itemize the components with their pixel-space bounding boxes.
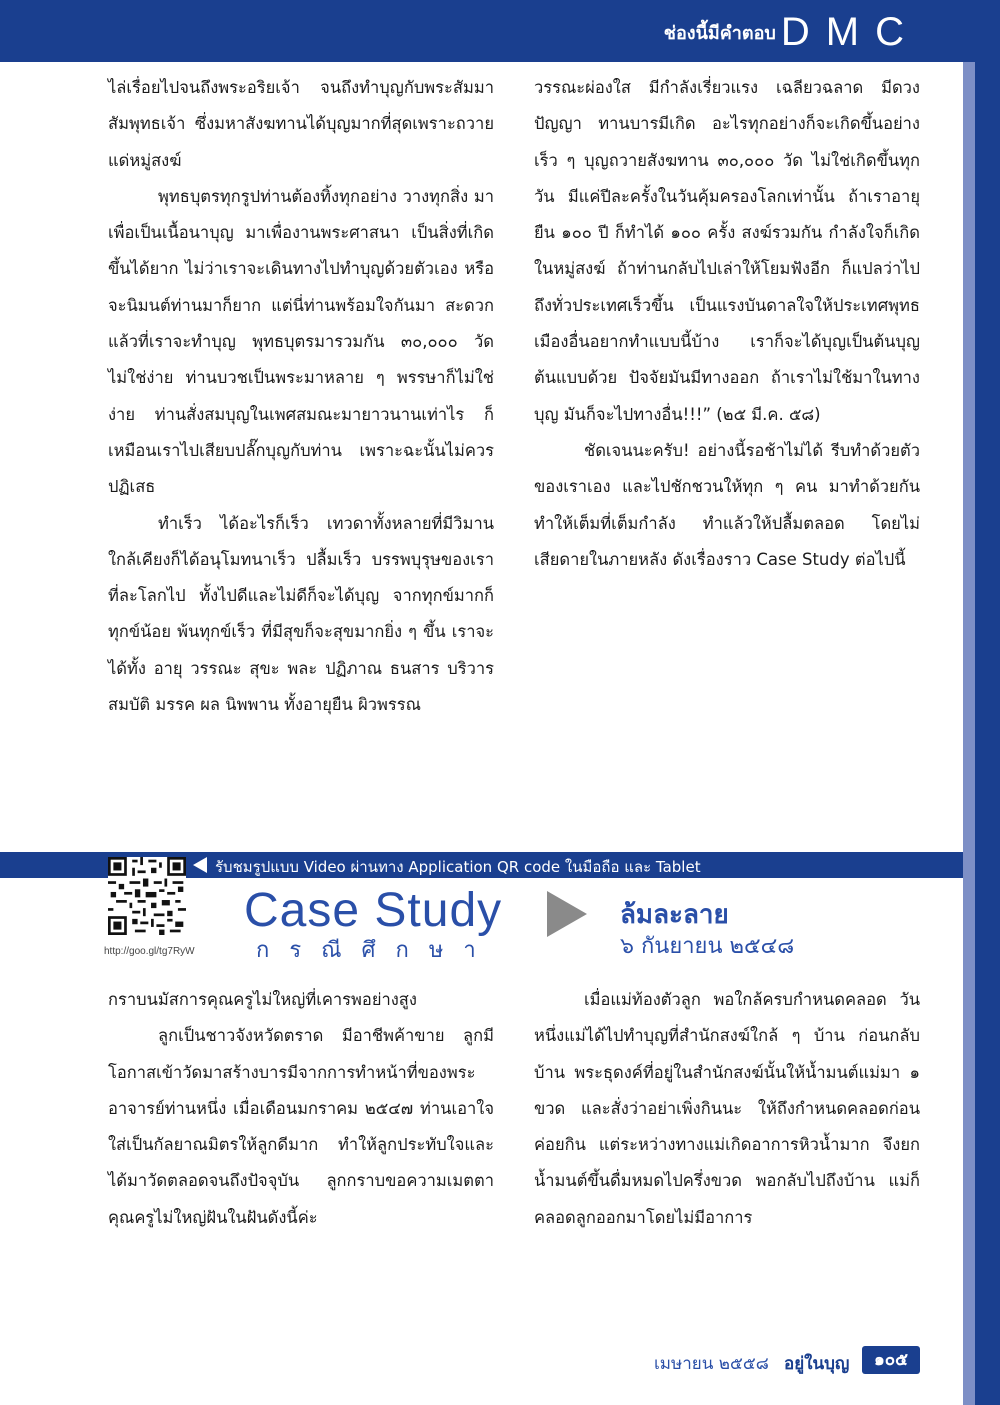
story-date: ๖ กันยายน ๒๕๔๘ <box>620 934 795 959</box>
article-column-bottom-left <box>108 982 494 1236</box>
story-title: ล้มละลาย <box>620 900 729 930</box>
paragraph: กราบนมัสการคุณครูไม่ใหญ่ที่เคารพอย่างสูง <box>108 990 417 1009</box>
paragraph: ไล่เรื่อยไปจนถึงพระอริยเจ้า จนถึงทำบุญกับพระสัมมาสัมพุทธเจ้า ซึ่งมหาสังฆทานได้บุญมากที่สุดเพราะถวายแด่หมู่สงฆ์ <box>108 78 494 170</box>
article-column-bottom-right <box>534 982 920 1236</box>
paragraph: วรรณะผ่องใส มีกำลังเรี่ยวแรง เฉลียวฉลาด มีดวงปัญญา ทานบารมีเกิด อะไรทุกอย่างก็จะเกิดขึ้นอย่างเร็ว ๆ บุญถวายสังฆทาน ๓๐,๐๐๐ วัด ไม่ใช่เกิดขึ้นทุกวัน มีแค่ปีละครั้งในวันคุ้มครองโลกเท่านั้น ถ้าเราอายุยืน ๑๐๐ ปี ก็ทำได้ ๑๐๐ ครั้ง สงฆ์รวมกัน กำลังใจก็เกิดในหมู่สงฆ์ ถ้าท่านกลับไปเล่าให้โยมฟังอีก ก็แปลว่าไปถึงทั่วประเทศเร็วขึ้น เป็นแรงบันดาลใจให้ประเทศพุทธเมืองอื่นอยากทำแบบนี้บ้าง เราก็จะได้บุญเป็นต้นบุญต้นแบบด้วย ปัจจัยมันมีทางออก ถ้าเราไม่ใช้มาในทางบุญ มันก็จะไปทางอื่น!!!” (๒๕ มี.ค. ๕๘) <box>534 78 920 424</box>
paragraph: พุทธบุตรทุกรูปท่านต้องทิ้งทุกอย่าง วางทุกสิ่ง มาเพื่อเป็นเนื้อนาบุญ มาเพื่องานพระศาสนา เป็นสิ่งที่เกิดขึ้นได้ยาก ไม่ว่าเราจะเดินทางไปทำบุญด้วยตัวเอง หรือจะนิมนต์ท่านมาก็ยาก แต่นี่ท่านพร้อมใจกันมา สะดวกแล้วที่เราจะทำบุญ พุทธบุตรมารวมกัน ๓๐,๐๐๐ วัด ไม่ใช่ง่าย ท่านบวชเป็นพระมาหลาย ๆ พรรษาก็ไม่ใช่ง่าย ท่านสั่งสมบุญในเพศสมณะมายาวนานเท่าไร ก็เหมือนเราไปเสียบปลั๊กบุญกับท่าน เพราะฉะนั้นไม่ควรปฏิเสธ <box>108 186 494 497</box>
paragraph: เมื่อแม่ท้องตัวลูก พอใกล้ครบกำหนดคลอด วันหนึ่งแม่ได้ไปทำบุญที่สำนักสงฆ์ใกล้ ๆ บ้าน ก่อนกลับบ้าน พระธุดงค์ที่อยู่ในสำนักสงฆ์นั้นให้น้ำมนต์แม่มา ๑ ขวด และสั่งว่าอย่าเพิ่งกินนะ ให้ถึงกำหนดคลอดก่อนค่อยกิน แต่ระหว่างทางแม่เกิดอาการหิวน้ำมาก จึงยกน้ำมนต์ขึ้นดื่มหมดไปครึ่งขวด พอกลับไปถึงบ้าน แม่ก็คลอดลูกออกมาโดยไม่มีอาการ <box>534 990 920 1227</box>
qr-url[interactable]: http://goo.gl/tg7RyW <box>104 946 195 957</box>
paragraph: ลูกเป็นชาวจังหวัดตราด มีอาชีพค้าขาย ลูกมีโอกาสเข้าวัดมาสร้างบารมีจากการทำหน้าที่ของพระอาจารย์ท่านหนึ่ง เมื่อเดือนมกราคม ๒๕๔๗ ท่านเอาใจใส่เป็นกัลยาณมิตรให้ลูกดีมาก ทำให้ลูกประทับใจและได้มาวัดตลอดจนถึงปัจจุบัน ลูกกราบขอความเมตตาคุณครูไม่ใหญ่ฝันในฝันดังนี้ค่ะ <box>108 1026 494 1227</box>
case-study-title: Case Study <box>244 884 503 937</box>
paragraph: ชัดเจนนะครับ! อย่างนี้รอช้าไม่ได้ รีบทำด้วยตัวของเราเอง และไปชักชวนให้ทุก ๆ คน มาทำด้วยกัน ทำให้เต็มที่เต็มกำลัง ทำแล้วให้ปลื้มตลอด โดยไม่เสียดายในภายหลัง ดังเรื่องราว Case Study ต่อไปนี้ <box>534 440 920 569</box>
article-column-top-left <box>108 70 494 723</box>
section-header <box>664 10 920 55</box>
paragraph: ทำเร็ว ได้อะไรก็เร็ว เทวดาทั้งหลายที่มีวิมานใกล้เคียงก็ได้อนุโมทนาเร็ว ปลื้มเร็ว บรรพบุรุษของเราที่ละโลกไป ทั้งไปดีและไม่ดีก็จะได้บุญ จากทุกข์มากก็ทุกข์น้อย พ้นทุกข์เร็ว ที่มีสุขก็จะสุขมากยิ่ง ๆ ขึ้น เราจะได้ทั้ง อายุ วรรณะ สุขะ พละ ปฏิภาณ ธนสาร บริวารสมบัติ มรรค ผล นิพพาน ทั้งอายุยืน ผิวพรรณ <box>108 513 494 715</box>
play-arrow-icon <box>547 891 587 937</box>
case-study-subtitle: กรณีศึกษา <box>256 938 496 963</box>
brand-logo-text: DMC <box>780 10 920 54</box>
section-label: ช่องนี้มีคำตอบ <box>663 23 776 44</box>
qr-caption: รับชมรูปแบบ Video ผ่านทาง Application QR code ในมือถือ และ Tablet <box>215 858 701 876</box>
article-column-top-right <box>534 70 920 578</box>
qr-code-icon[interactable] <box>108 857 186 935</box>
footer-magazine-name: อยู่ในบุญ <box>784 1354 850 1374</box>
caption-arrow-icon <box>193 857 207 873</box>
footer-issue-month: เมษายน ๒๕๕๘ <box>654 1354 769 1374</box>
right-edge-strip <box>963 62 975 1405</box>
page-number: ๑๐๕ <box>862 1346 920 1374</box>
